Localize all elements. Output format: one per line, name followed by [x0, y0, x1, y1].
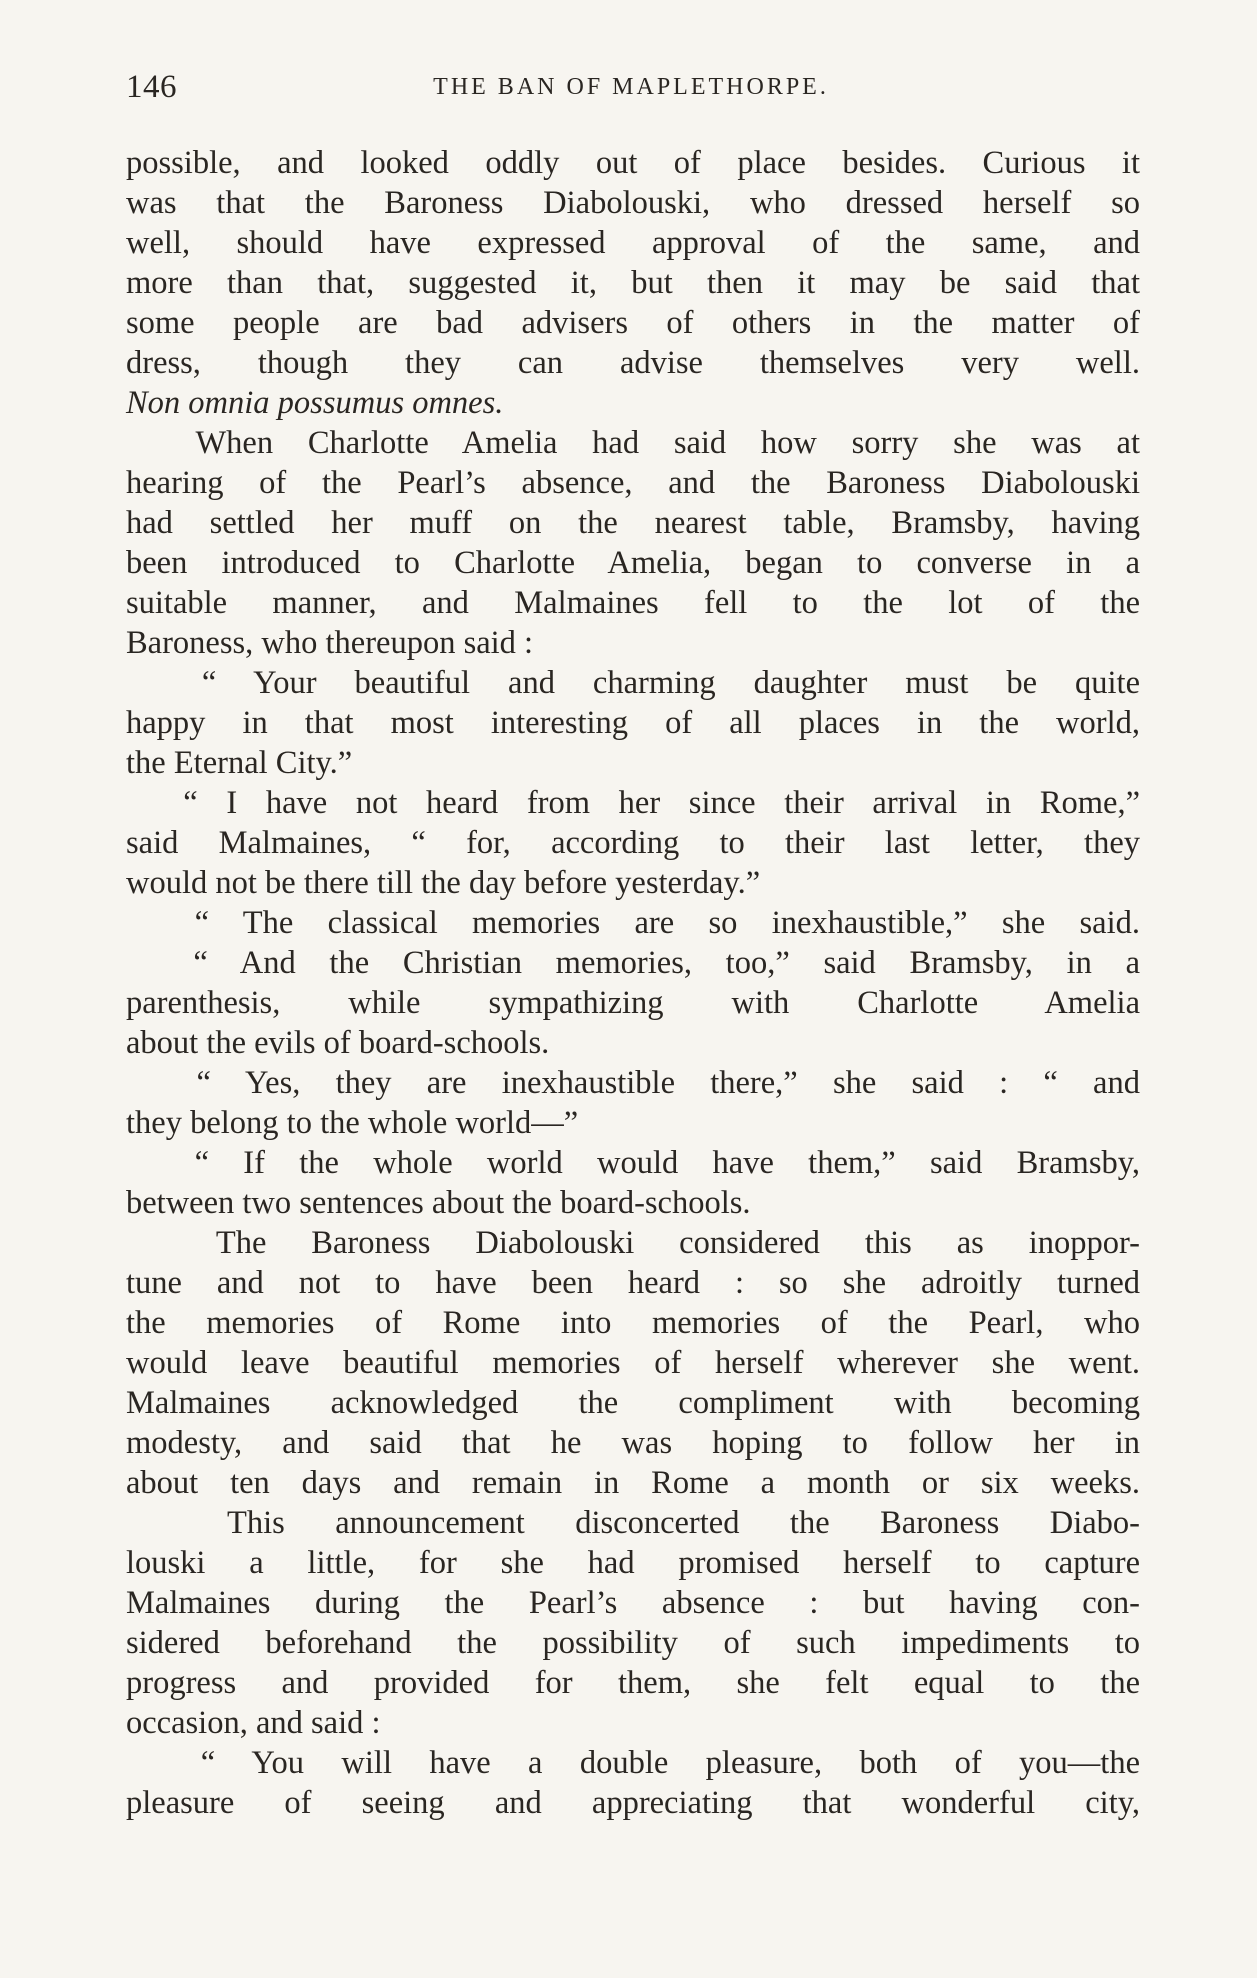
- text-line: Malmaines acknowledged the compliment with becoming: [126, 1385, 1140, 1421]
- text-line: some people are bad advisers of others in the matter of: [126, 305, 1140, 341]
- running-title: THE BAN OF MAPLETHORPE.: [433, 74, 829, 100]
- text-line: the memories of Rome into memories of the Pearl, who: [126, 1305, 1140, 1341]
- text-line: tune and not to have been heard : so she adroitly turned: [126, 1265, 1140, 1301]
- text-line: “ Your beautiful and charming daughter must be quite: [126, 665, 1140, 701]
- text-line: had settled her muff on the nearest table, Bramsby, having: [126, 505, 1140, 541]
- text-line: “ You will have a double pleasure, both of you—the: [126, 1745, 1140, 1781]
- text-line: possible, and looked oddly out of place besides. Curious it: [126, 145, 1140, 181]
- body-text: [126, 143, 1140, 1823]
- text-line: Non omnia possumus omnes.: [126, 385, 504, 421]
- text-line: hearing of the Pearl’s absence, and the Baroness Diabolouski: [126, 465, 1140, 501]
- text-line: suitable manner, and Malmaines fell to the lot of the: [126, 585, 1140, 621]
- text-line: the Eternal City.”: [126, 745, 353, 781]
- text-line: happy in that most interesting of all places in the world,: [126, 705, 1140, 741]
- text-line: louski a little, for she had promised herself to capture: [126, 1545, 1140, 1581]
- text-line: This announcement disconcerted the Baroness Diabo-: [126, 1505, 1140, 1541]
- text-line: would leave beautiful memories of herself wherever she went.: [126, 1345, 1140, 1381]
- text-line: “ Yes, they are inexhaustible there,” she said : “ and: [126, 1065, 1140, 1101]
- text-line: well, should have expressed approval of the same, and: [126, 225, 1140, 261]
- text-line: progress and provided for them, she felt equal to the: [126, 1665, 1140, 1701]
- text-line: modesty, and said that he was hoping to follow her in: [126, 1425, 1140, 1461]
- text-line: sidered beforehand the possibility of such impediments to: [126, 1625, 1140, 1661]
- text-line: “ The classical memories are so inexhaustible,” she said.: [126, 905, 1140, 941]
- text-line: been introduced to Charlotte Amelia, began to converse in a: [126, 545, 1140, 581]
- text-line: more than that, suggested it, but then it may be said that: [126, 265, 1140, 301]
- text-line: would not be there till the day before yesterday.”: [126, 865, 761, 901]
- text-line: When Charlotte Amelia had said how sorry she was at: [126, 425, 1140, 461]
- text-line: about the evils of board-schools.: [126, 1025, 550, 1061]
- text-line: between two sentences about the board-schools.: [126, 1185, 751, 1221]
- text-line: said Malmaines, “ for, according to their last letter, they: [126, 825, 1140, 861]
- page-number: 146: [126, 69, 177, 105]
- text-line: dress, though they can advise themselves very well.: [126, 345, 1140, 381]
- page-header: [126, 62, 1136, 112]
- text-line: about ten days and remain in Rome a month or six weeks.: [126, 1465, 1140, 1501]
- text-line: The Baroness Diabolouski considered this as inoppor-: [126, 1225, 1140, 1261]
- text-line: parenthesis, while sympathizing with Charlotte Amelia: [126, 985, 1140, 1021]
- text-line: pleasure of seeing and appreciating that wonderful city,: [126, 1785, 1140, 1821]
- text-line: “ And the Christian memories, too,” said Bramsby, in a: [126, 945, 1140, 981]
- text-line: “ If the whole world would have them,” said Bramsby,: [126, 1145, 1140, 1181]
- text-line: occasion, and said :: [126, 1705, 381, 1741]
- text-line: was that the Baroness Diabolouski, who dressed herself so: [126, 185, 1140, 221]
- text-line: “ I have not heard from her since their arrival in Rome,”: [126, 785, 1140, 821]
- text-line: Baroness, who thereupon said :: [126, 625, 534, 661]
- text-line: Malmaines during the Pearl’s absence : but having con-: [126, 1585, 1140, 1621]
- text-line: they belong to the whole world—”: [126, 1105, 579, 1141]
